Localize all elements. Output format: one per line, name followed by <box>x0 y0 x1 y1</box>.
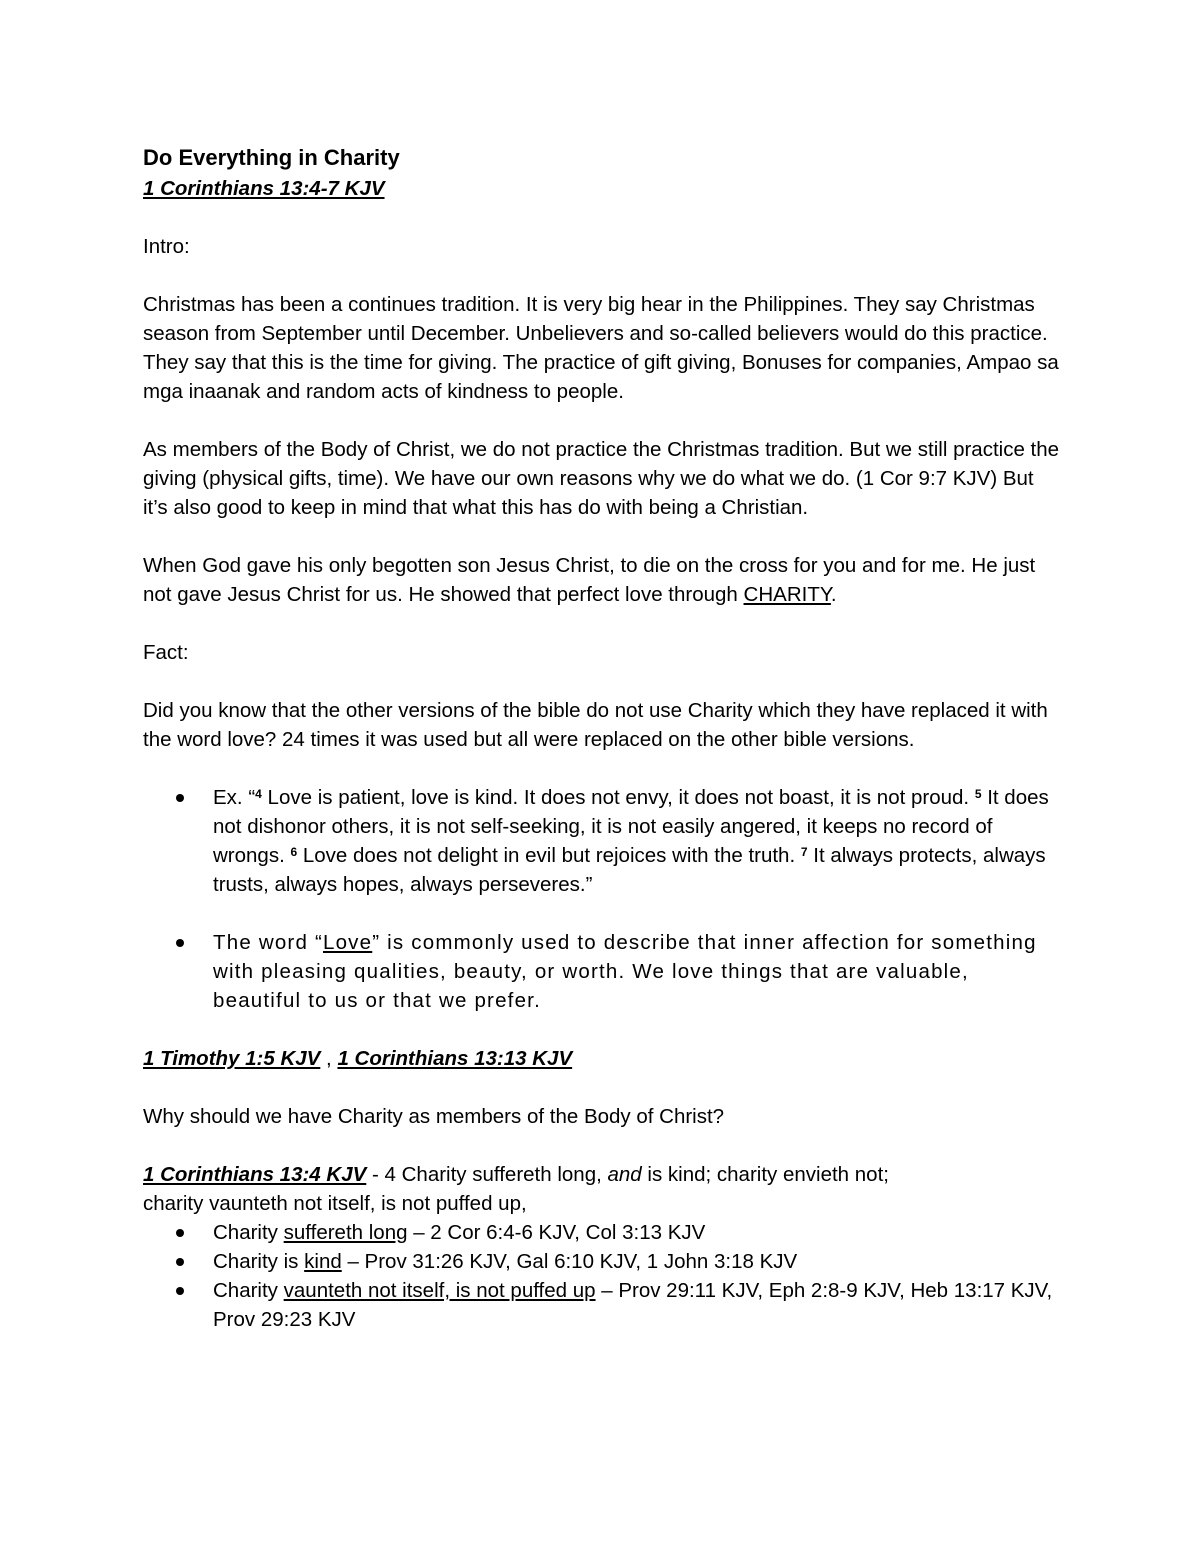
charity-trait: vaunteth not itself, is not puffed up <box>283 1279 596 1302</box>
verse-line-2: charity vaunteth not itself, is not puffed up, <box>143 1192 527 1215</box>
charity-emphasis: CHARITY <box>743 583 831 606</box>
love-word: Love <box>322 931 373 954</box>
god-paragraph <box>143 551 1063 609</box>
charity-refs: – Prov 29:11 KJV, Eph 2:8-9 KJV, Heb 13:17 KJV, Prov 29:23 KJV <box>213 1279 1053 1331</box>
bullet-icon <box>176 1229 184 1237</box>
fact-bullet-list <box>143 783 1063 1015</box>
cross-ref-2: 1 Corinthians 13:13 KJV <box>337 1047 573 1070</box>
bullet-icon <box>176 1287 184 1295</box>
subtitle-reference <box>143 174 1063 203</box>
verse-number-5: 5 <box>974 787 982 801</box>
verse-italic: and <box>607 1163 642 1186</box>
charity-prefix: Charity is <box>213 1250 305 1273</box>
verse-text-7: It always protects, always trusts, always hopes, always perseveres.” <box>213 844 1046 896</box>
charity-prefix: Charity <box>213 1221 284 1244</box>
intro-paragraph: Christmas has been a continues tradition. It is very big hear in the Philippines. They say Christmas season from September until December. Unbelievers and so-called believers would do this practice. They say that this is the time for giving. The practice of gift giving, Bonuses for companies, Ampao sa mga inaanak and random acts of kindness to people. <box>143 293 1059 403</box>
charity-item <box>143 1218 1063 1247</box>
charity-trait: suffereth long <box>283 1221 408 1244</box>
love-after: ” is commonly used to describe that inner affection for something with pleasing qualities, beauty, or worth. We love things that are valuable, beautiful to us or that we prefer. <box>213 931 1037 1012</box>
charity-traits-list <box>143 1218 1063 1334</box>
body-paragraph: As members of the Body of Christ, we do not practice the Christmas tradition. But we still practice the giving (physical gifts, time). We have our own reasons why we do what we do. (1 Cor 9:7 KJV) But it’s also good to keep in mind that what this has do with being a Christian. <box>143 438 1060 519</box>
example-lead: Ex. “ <box>213 786 256 809</box>
verse-text-b: is kind; charity envieth not; <box>641 1163 889 1186</box>
verse-ref: 1 Corinthians 13:4 KJV <box>143 1163 367 1186</box>
love-before: The word “ <box>213 931 323 954</box>
love-bullet <box>143 928 1063 1015</box>
charity-item <box>143 1276 1063 1334</box>
intro-label: Intro: <box>143 235 190 258</box>
fact-paragraph: Did you know that the other versions of the bible do not use Charity which they have replaced it with the word love? 24 times it was used but all were replaced on the other bible versions. <box>143 699 1048 751</box>
verse-text-6: Love does not delight in evil but rejoices with the truth. <box>297 844 801 867</box>
god-paragraph-before: When God gave his only begotten son Jesus Christ, to die on the cross for you and for me. He just not gave Jesus Christ for us. He showed that perfect love through <box>143 554 1036 606</box>
verse-number-6: 6 <box>290 845 298 859</box>
god-paragraph-after: . <box>830 583 837 606</box>
bullet-icon <box>176 1258 184 1266</box>
cross-ref-1: 1 Timothy 1:5 KJV <box>143 1047 321 1070</box>
document-page <box>143 142 1063 1334</box>
verse-line <box>143 1160 1063 1189</box>
verse-number-7: 7 <box>800 845 808 859</box>
verse-number-4: 4 <box>255 787 262 801</box>
charity-refs: – 2 Cor 6:4-6 KJV, Col 3:13 KJV <box>407 1221 706 1244</box>
question-line: Why should we have Charity as members of the Body of Christ? <box>143 1105 725 1128</box>
verse-text-4: Love is patient, love is kind. It does not envy, it does not boast, it is not proud. <box>261 786 975 809</box>
cross-references <box>143 1044 1063 1073</box>
bullet-spacer <box>143 899 1063 928</box>
verse-text-5: It does not dishonor others, it is not self-seeking, it is not easily angered, it keeps no record of wrongs. <box>213 786 1049 867</box>
charity-refs: – Prov 31:26 KJV, Gal 6:10 KJV, 1 John 3:18 KJV <box>341 1250 798 1273</box>
charity-prefix: Charity <box>213 1279 284 1302</box>
charity-trait: kind <box>304 1250 342 1273</box>
example-bullet <box>143 783 1063 899</box>
bullet-icon <box>176 794 184 802</box>
subtitle-ref-text: 1 Corinthians 13:4-7 KJV <box>143 177 385 200</box>
charity-item <box>143 1247 1063 1276</box>
verse-text-a: - 4 Charity suffereth long, <box>366 1163 608 1186</box>
bullet-icon <box>176 939 184 947</box>
cross-ref-separator: , <box>320 1047 338 1070</box>
document-title: Do Everything in Charity <box>143 145 400 170</box>
fact-label: Fact: <box>143 641 189 664</box>
